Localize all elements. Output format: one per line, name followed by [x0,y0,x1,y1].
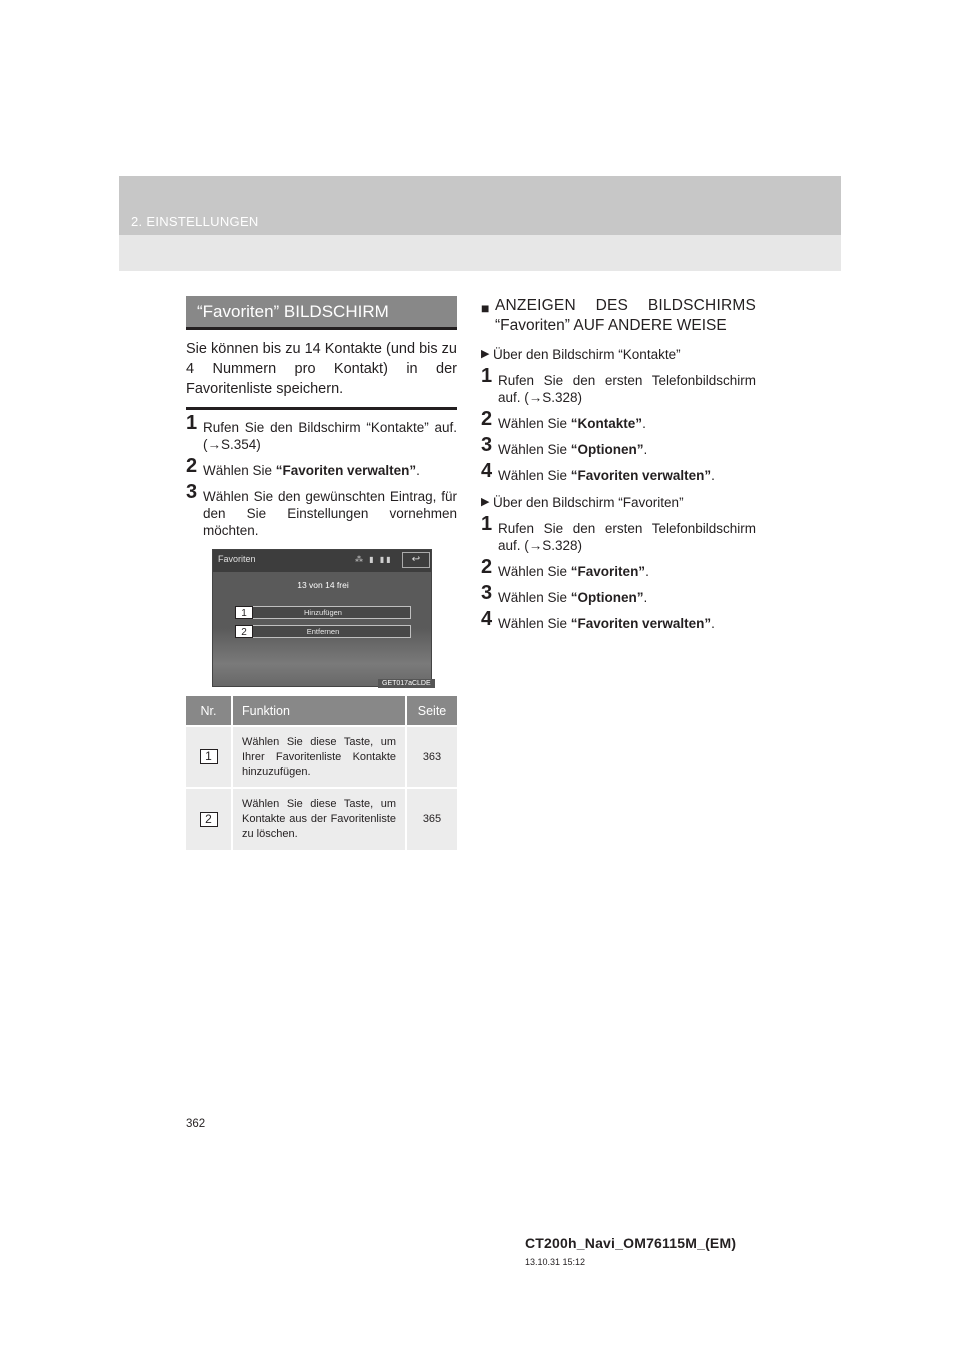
intro-text: Sie können bis zu 14 Kontakte (und bis zu 4 Nummern pro Kontakt) in der Favoritenliste speichern. [186,330,457,410]
left-step-2: 2 Wählen Sie “Favoriten verwalten”. [186,455,420,478]
status-icons: ⁂ ▮ ▮▮ [355,555,393,564]
document-id: CT200h_Navi_OM76115M_(EM) [525,1235,737,1251]
right-b-step-4: 4 Wählen Sie “Favoriten verwalten”. [481,608,715,631]
callout-tag-1: 1 [235,606,253,619]
callout-tag-2: 2 [235,625,253,638]
document-date: 13.10.31 15:12 [525,1257,586,1267]
row-function: Wählen Sie diese Taste, um Kontakte aus der Favoritenliste zu löschen. [232,788,406,850]
left-step-1: 1 Rufen Sie den Bildschirm “Kontakte” auf. (→S.354) [186,412,457,452]
section-label: 2. EINSTELLUNGEN [131,214,259,229]
right-a-step-4: 4 Wählen Sie “Favoriten verwalten”. [481,460,715,483]
group-label-kontakte: ▶ Über den Bildschirm “Kontakte” [481,347,681,362]
table-header-funktion: Funktion [232,696,406,726]
table-header-nr: Nr. [186,696,232,726]
function-table [186,696,457,850]
group-label-favoriten: ▶ Über den Bildschirm “Favoriten” [481,495,684,510]
row-number-badge: 1 [200,749,218,764]
right-a-step-2: 2 Wählen Sie “Kontakte”. [481,408,646,431]
triangle-right-icon: ▶ [481,348,490,360]
right-column [481,296,756,632]
favorites-screenshot [212,549,432,687]
row-number-badge: 2 [200,812,218,827]
row-page-link[interactable]: 363 [406,726,457,788]
header-band [119,176,841,271]
free-slots-text: 13 von 14 frei [297,580,349,590]
table-row [186,726,457,788]
left-column [186,296,457,687]
favorites-screen-heading: “Favoriten” BILDSCHIRM [186,296,457,330]
image-code: GET017aCLDE [378,679,435,688]
alternative-display-heading: ■ ANZEIGEN DES BILDSCHIRMS “Favoriten” AUF ANDERE WEISE [481,297,756,334]
add-button[interactable]: Hinzufügen [235,606,411,619]
row-function: Wählen Sie diese Taste, um Ihrer Favoritenliste Kontakte hinzuzufügen. [232,726,406,788]
remove-button[interactable]: Entfernen [235,625,411,638]
right-b-step-1: 1 Rufen Sie den ersten Telefonbildschirm auf. (→S.328) [481,513,756,553]
screenshot-title: Favoriten [218,554,256,564]
row-page-link[interactable]: 365 [406,788,457,850]
table-row [186,788,457,850]
right-b-step-2: 2 Wählen Sie “Favoriten”. [481,556,649,579]
left-step-3: 3 Wählen Sie den gewünschten Eintrag, für den Sie Einstellungen vornehmen möchten. [186,481,457,538]
page-number: 362 [186,1118,206,1130]
table-header-seite: Seite [406,696,457,726]
back-button[interactable]: ↩ [402,552,430,568]
right-a-step-3: 3 Wählen Sie “Optionen”. [481,434,648,457]
right-a-step-1: 1 Rufen Sie den ersten Telefonbildschirm auf. (→S.328) [481,365,756,405]
triangle-right-icon: ▶ [481,496,490,508]
square-bullet-icon: ■ [481,300,490,316]
right-b-step-3: 3 Wählen Sie “Optionen”. [481,582,648,605]
